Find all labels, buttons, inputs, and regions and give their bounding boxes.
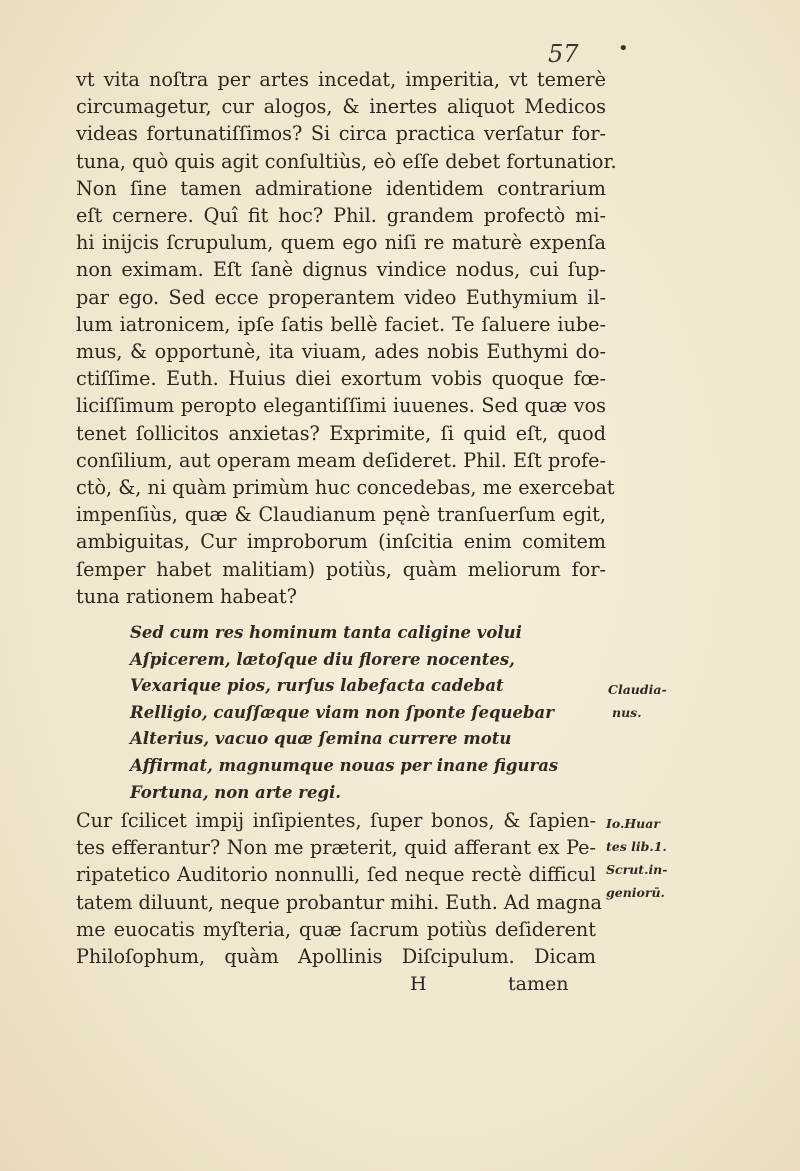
margin-note-line: geniorū. xyxy=(606,885,665,900)
text-line: tatem diluunt, neque probantur mihi. Euth. Ad magna xyxy=(76,890,602,914)
prose-block-2 xyxy=(76,807,602,970)
text-line: ctò, &, ni quàm primùm huc concedebas, me exercebat xyxy=(76,476,615,500)
signature-mark: H xyxy=(410,973,427,995)
text-line: tuna, quò quis agit conſultiùs, eò eſſe debet fortunatior. xyxy=(76,149,617,173)
verse-line: Vexarique pios, rurſus labefacta cadebat xyxy=(130,676,504,696)
margin-note-huarte xyxy=(606,812,667,904)
text-line: ripatetico Auditorio nonnulli, ſed neque rectè difficul xyxy=(76,863,596,887)
text-line: Cur ſcilicet impij inſipientes, ſuper bonos, & ſapien- xyxy=(76,809,596,832)
prose-block-1 xyxy=(76,66,617,610)
text-line: tuna rationem habeat? xyxy=(76,584,297,608)
catchword: tamen xyxy=(508,973,569,995)
verse-line: Alterius, vacuo quæ ſemina currere motu xyxy=(130,729,512,749)
verse-line: Relligio, cauſſæque viam non ſponte ſequebar xyxy=(130,702,554,722)
verse-line: Aſpicerem, lætoſque diu florere nocentes, xyxy=(130,649,515,669)
text-line: ctiſſime. Euth. Huius diei exortum vobis quoque fœ- xyxy=(76,367,606,391)
verse-line: Fortuna, non arte regi. xyxy=(130,782,342,802)
text-line: liciſſimum peropto elegantiſſimi iuuenes. Sed quæ vos xyxy=(76,394,606,418)
text-line: par ego. Sed ecce properantem video Euthymium il- xyxy=(76,285,606,309)
text-line: non eximam. Eſt ſanè dignus vindice nodus, cui ſup- xyxy=(76,258,606,282)
margin-note-line: Claudia- xyxy=(608,682,667,697)
corner-mark: • xyxy=(618,38,629,59)
text-line: tenet ſollicitos anxietas? Exprimite, ſi quid eſt, quod xyxy=(76,421,606,445)
text-line: videas fortunatiſſimos? Si circa practica verſatur for- xyxy=(76,122,606,146)
text-line: eſt cernere. Quî fit hoc? Phil. grandem profectò mi- xyxy=(76,204,606,228)
verse-quotation xyxy=(130,620,570,806)
page-number: 57 xyxy=(548,40,579,68)
text-line: mus, & opportunè, ita viuam, ades nobis Euthymi do- xyxy=(76,340,606,364)
text-line: Philoſophum, quàm Apollinis Diſcipulum. Dicam xyxy=(76,945,596,969)
verse-line: Affirmat, magnumque nouas per inane figuras xyxy=(130,755,559,775)
margin-note-line: nus. xyxy=(612,705,642,720)
text-line: me euocatis myſteria, quæ ſacrum potiùs deſiderent xyxy=(76,917,596,941)
text-line: tes efferantur? Non me præterit, quid afferant ex Pe- xyxy=(76,836,596,860)
margin-note-line: tes lib.1. xyxy=(606,839,667,854)
margin-note-line: Io.Huar xyxy=(606,816,660,831)
text-line: vt vita noſtra per artes incedat, imperitia, vt temerè xyxy=(76,68,606,91)
text-line: hi inijcis ſcrupulum, quem ego niſi re maturè expenſa xyxy=(76,231,606,255)
text-line: lum iatronicem, ipſe ſatis bellè faciet. Te ſaluere iube- xyxy=(76,312,606,336)
verse-line: Sed cum res hominum tanta caligine volui xyxy=(130,623,522,642)
margin-note-claudianus xyxy=(608,678,667,724)
text-line: ſemper habet malitiam) potiùs, quàm meliorum for- xyxy=(76,557,606,581)
text-line: circumagetur, cur alogos, & inertes aliquot Medicos xyxy=(76,95,606,119)
text-line: conſilium, aut operam meam deſideret. Phil. Eſt profe- xyxy=(76,448,606,472)
margin-note-line: Scrut.in- xyxy=(606,862,668,877)
text-line: impenſiùs, quæ & Claudianum pęnè tranſuerſum egit, xyxy=(76,503,606,527)
text-line: ambiguitas, Cur improborum (inſcitia enim comitem xyxy=(76,530,606,554)
text-line: Non ſine tamen admiratione identidem contrarium xyxy=(76,176,606,200)
